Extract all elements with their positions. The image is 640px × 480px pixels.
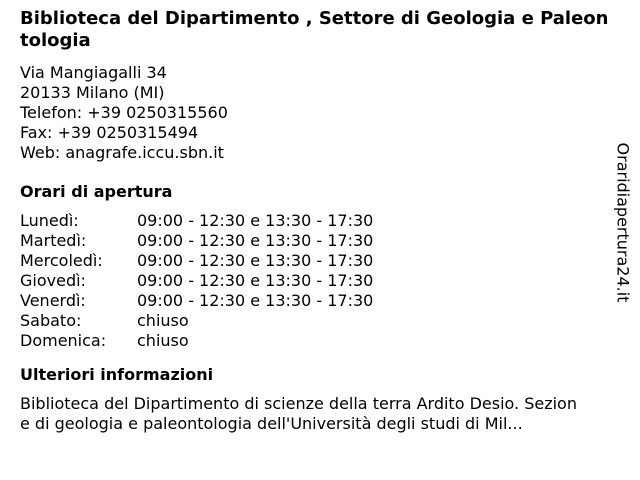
day-label: Mercoledì:	[20, 251, 103, 270]
hours-row-monday	[20, 211, 612, 231]
day-label: Giovedì:	[20, 271, 86, 290]
address-phone: Telefon: +39 0250315560	[20, 103, 228, 122]
hours-table	[20, 211, 612, 351]
day-time: 09:00 - 12:30 e 13:30 - 17:30	[137, 271, 374, 290]
day-label: Sabato:	[20, 311, 82, 330]
day-time: 09:00 - 12:30 e 13:30 - 17:30	[137, 291, 374, 310]
day-time: chiuso	[137, 331, 189, 350]
hours-row-tuesday	[20, 231, 612, 251]
hours-row-sunday	[20, 331, 612, 351]
library-info	[20, 8, 612, 434]
hours-row-thursday	[20, 271, 612, 291]
hours-row-friday	[20, 291, 612, 311]
hours-title: Orari di apertura	[20, 182, 173, 201]
day-label: Domenica:	[20, 331, 107, 350]
address-street: Via Mangiagalli 34	[20, 63, 167, 82]
day-label: Lunedì:	[20, 211, 79, 230]
day-label: Venerdì:	[20, 291, 86, 310]
page-title: Biblioteca del Dipartimento , Settore di Geologia e Paleontologia	[20, 8, 609, 51]
address-fax: Fax: +39 0250315494	[20, 123, 199, 142]
day-time: 09:00 - 12:30 e 13:30 - 17:30	[137, 251, 374, 270]
more-info-text: Biblioteca del Dipartimento di scienze della terra Ardito Desio. Sezione di geologia e paleontologia dell'Università degli studi di Mil...	[20, 394, 577, 433]
address-city: 20133 Milano (MI)	[20, 83, 165, 102]
site-watermark	[611, 135, 635, 310]
day-time: 09:00 - 12:30 e 13:30 - 17:30	[137, 231, 374, 250]
more-info-title: Ulteriori informazioni	[20, 365, 214, 384]
day-label: Martedì:	[20, 231, 87, 250]
hours-row-wednesday	[20, 251, 612, 271]
day-time: chiuso	[137, 311, 189, 330]
address-web: Web: anagrafe.iccu.sbn.it	[20, 143, 224, 162]
address-block	[20, 63, 612, 163]
watermark-text: Oraridiapertura24.it	[613, 142, 633, 303]
day-time: 09:00 - 12:30 e 13:30 - 17:30	[137, 211, 374, 230]
hours-row-saturday	[20, 311, 612, 331]
